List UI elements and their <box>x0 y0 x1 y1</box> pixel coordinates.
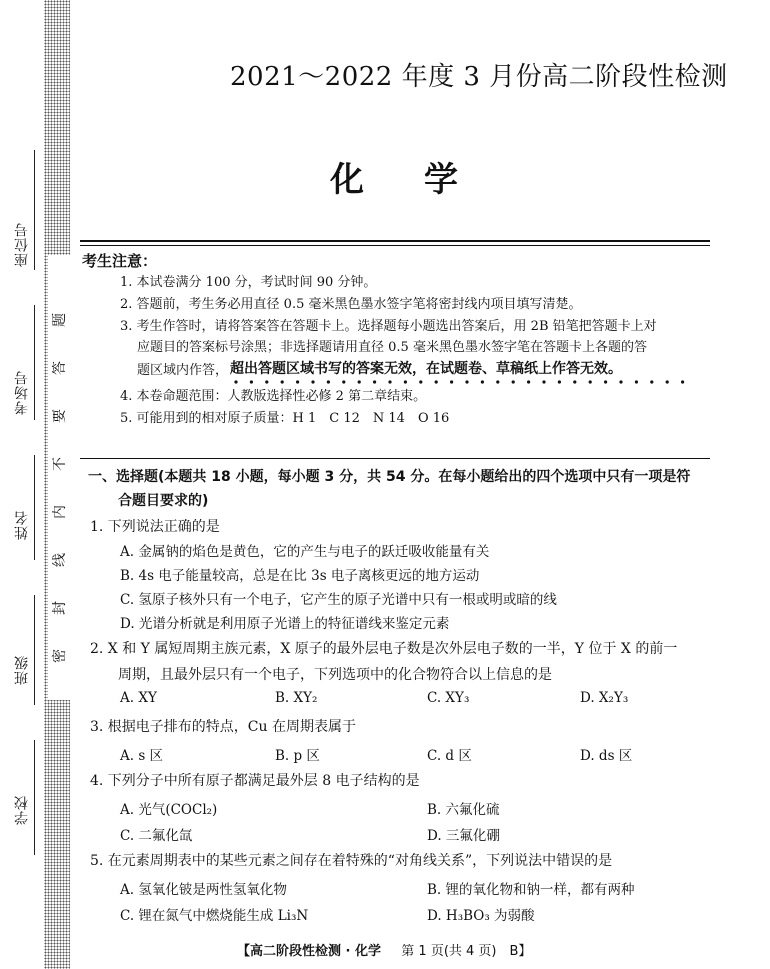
emphasis-dot <box>589 380 592 383</box>
option: A. 氢氧化铍是两性氢氧化物 <box>120 882 287 898</box>
notice-heading: 考生注意： <box>82 252 158 270</box>
option: C. XY₃ <box>427 690 470 706</box>
seat-number-line <box>34 150 35 270</box>
seal-char: 题 <box>52 313 68 327</box>
option: C. 氢原子核外只有一个电子，它产生的原子光谱中只有一根或明或暗的线 <box>120 592 557 608</box>
emphasis-dot <box>234 380 237 383</box>
emphasis-dot <box>327 380 330 383</box>
notice-item: 5. 可能用到的相对原子质量：H 1 C 12 N 14 O 16 <box>120 411 450 426</box>
option: D. 三氟化硼 <box>427 828 500 844</box>
option: D. H₃BO₃ 为弱酸 <box>427 908 535 924</box>
class-line <box>34 595 35 705</box>
page-footer <box>237 940 531 959</box>
name-line <box>34 455 35 560</box>
seal-char: 密 <box>52 649 68 663</box>
question-stem-cont: 周期，且最外层只有一个电子，下列选项中的化合物符合以上信息的是 <box>118 667 552 683</box>
emphasis-dot <box>296 380 299 383</box>
notice-item: 应题目的答案标号涂黑；非选择题请用直径 0.5 毫米黑色墨水签字笔在答题卡上各题的答 <box>137 340 647 355</box>
emphasis-dot <box>465 380 468 383</box>
option: B. 锂的氧化物和钠一样，都有两种 <box>427 882 635 898</box>
emphasis-dot <box>558 380 561 383</box>
notice-item: 题区域内作答， <box>137 363 229 378</box>
name-label: 姓名 <box>14 510 30 540</box>
notice-item: 1. 本试卷满分 100 分，考试时间 90 分钟。 <box>120 275 377 290</box>
exam-title: 2021～2022 年度 3 月份高二阶段性检测 <box>230 62 728 92</box>
subject-title: 化学 <box>330 160 518 200</box>
emphasis-dot <box>450 380 453 383</box>
question-stem: 5. 在元素周期表中的某些元素之间存在着特殊的“对角线关系”，下列说法中错误的是 <box>90 853 613 869</box>
option: B. p 区 <box>275 748 320 764</box>
footer-page-info: 第 1 页(共 4 页) B】 <box>401 944 532 959</box>
seal-char: 内 <box>52 505 68 519</box>
footer-title: 【高二阶段性检测 · 化学 <box>237 944 381 959</box>
emphasis-dots <box>232 379 694 385</box>
question-stem: 4. 下列分子中所有原子都满足最外层 8 电子结构的是 <box>90 773 420 789</box>
emphasis-dot <box>619 380 622 383</box>
option: C. d 区 <box>427 748 472 764</box>
emphasis-dot <box>281 380 284 383</box>
emphasis-dot <box>496 380 499 383</box>
option: A. 光气(COCl₂) <box>120 802 218 818</box>
question-stem: 3. 根据电子排布的特点，Cu 在周期表属于 <box>90 719 356 735</box>
emphasis-dot <box>373 380 376 383</box>
emphasis-dot <box>311 380 314 383</box>
notice-item: 3. 考生作答时，请将答案答在答题卡上。选择题每小题选出答案后，用 2B 铅笔把答题卡上对 <box>120 319 657 334</box>
question-stem: 2. X 和 Y 属短周期主族元素，X 原子的最外层电子数是次外层电子数的一半，Y 位于 X 的前一 <box>90 641 678 657</box>
emphasis-dot <box>527 380 530 383</box>
emphasis-dot <box>404 380 407 383</box>
seal-char: 封 <box>52 601 68 615</box>
emphasis-dot <box>512 380 515 383</box>
emphasis-dot <box>604 380 607 383</box>
section-heading-cont: 合题目要求的) <box>118 493 209 509</box>
school-line <box>34 740 35 855</box>
option: D. ds 区 <box>580 748 633 764</box>
emphasis-dot <box>650 380 653 383</box>
emphasis-dot <box>635 380 638 383</box>
notice-item: 4. 本卷命题范围：人教版选择性必修 2 第二章结束。 <box>120 389 427 404</box>
divider <box>80 245 710 246</box>
emphasis-dot <box>388 380 391 383</box>
emphasis-dot <box>419 380 422 383</box>
seal-char: 线 <box>52 553 68 567</box>
class-label: 班级 <box>14 655 30 685</box>
option: B. 六氟化硫 <box>427 802 500 818</box>
emphasis-dot <box>250 380 253 383</box>
seal-char: 答 <box>52 361 68 375</box>
seat-number-label: 座位号 <box>14 222 30 267</box>
option: B. 4s 电子能量较高，总是在比 3s 电子离核更远的地方运动 <box>120 568 480 584</box>
emphasis-dot <box>481 380 484 383</box>
notice-item: 2. 答题前，考生务必用直径 0.5 毫米黑色墨水签字笔将密封线内项目填写清楚。 <box>120 297 582 312</box>
emphasis-dot <box>681 380 684 383</box>
option: A. s 区 <box>120 748 164 764</box>
emphasis-dot <box>358 380 361 383</box>
divider <box>80 458 710 459</box>
option: C. 二氟化氙 <box>120 828 193 844</box>
question-stem: 1. 下列说法正确的是 <box>90 519 220 535</box>
option: A. XY <box>120 690 157 706</box>
option: C. 锂在氮气中燃烧能生成 Li₃N <box>120 908 309 924</box>
emphasis-dot <box>342 380 345 383</box>
emphasis-dot <box>435 380 438 383</box>
notice-emphasis: 超出答题区域书写的答案无效，在试题卷、草稿纸上作答无效。 <box>230 361 622 377</box>
emphasis-dot <box>265 380 268 383</box>
section-heading: 一、选择题(本题共 18 小题，每小题 3 分，共 54 分。在每小题给出的四个选项中只有一项是符 <box>88 469 691 485</box>
exam-room-label: 考场号 <box>14 370 30 415</box>
emphasis-dot <box>666 380 669 383</box>
seal-char: 不 <box>52 457 68 471</box>
seal-char: 要 <box>52 409 68 423</box>
option: D. 光谱分析就是利用原子光谱上的特征谱线来鉴定元素 <box>120 616 450 632</box>
option: B. XY₂ <box>275 690 318 706</box>
emphasis-dot <box>573 380 576 383</box>
exam-room-line <box>34 305 35 420</box>
divider <box>80 240 710 242</box>
option: D. X₂Y₃ <box>580 690 629 706</box>
emphasis-dot <box>542 380 545 383</box>
school-label: 学校 <box>14 795 30 825</box>
option: A. 金属钠的焰色是黄色，它的产生与电子的跃迁吸收能量有关 <box>120 544 490 560</box>
